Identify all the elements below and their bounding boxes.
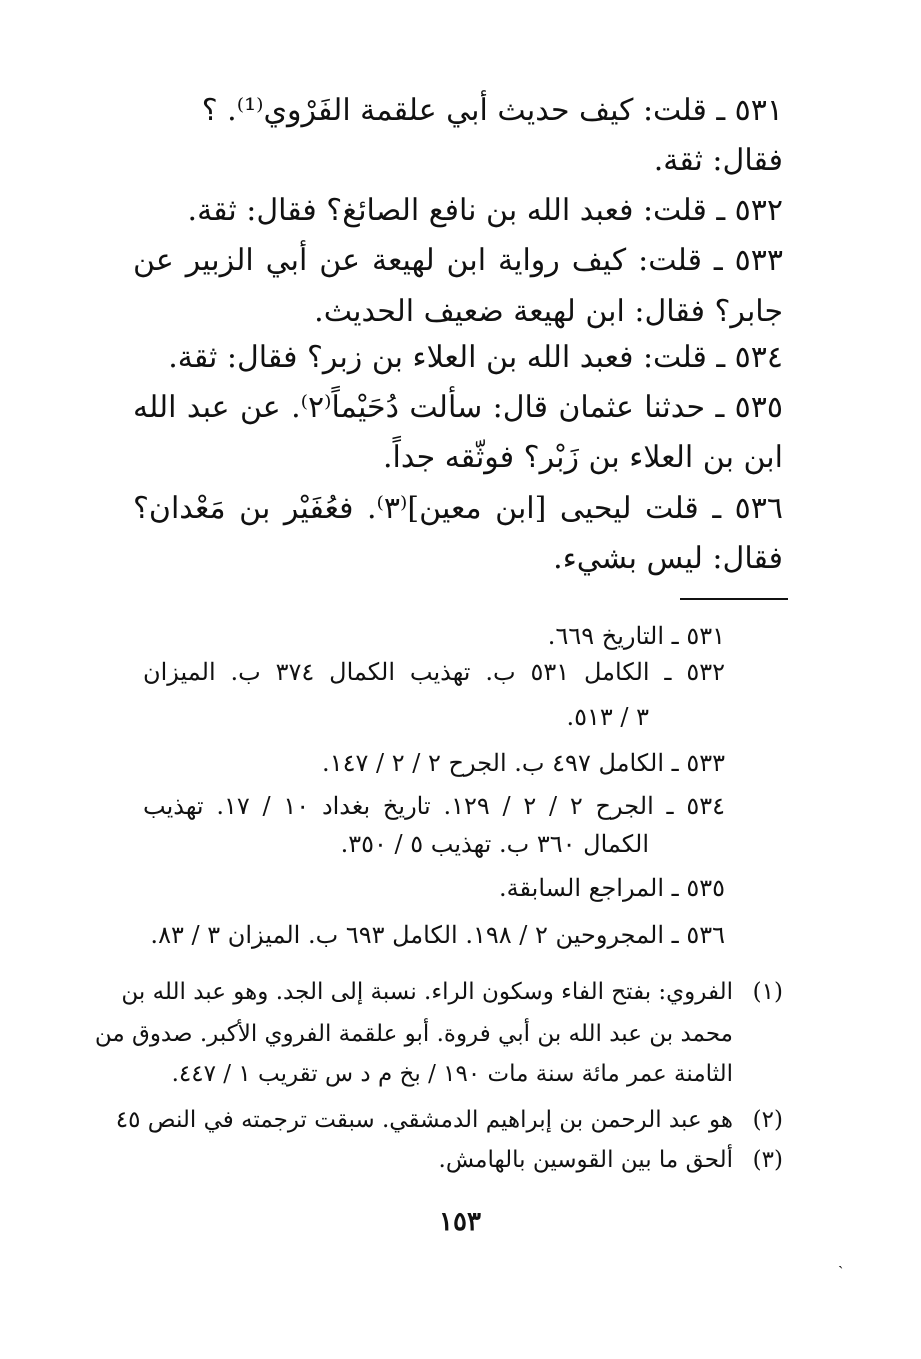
main-line: ٥٣٢ ـ قلت: فعبد الله بن نافع الصائغ؟ فقال: ثقة. [187,193,783,228]
main-line: ٥٣٣ ـ قلت: كيف رواية ابن لهيعة عن أبي الزبير عن [133,243,783,278]
main-line: جابر؟ فقال: ابن لهيعة ضعيف الحديث. [314,294,783,329]
footnote-text: الثامنة عمر مائة سنة مات ١٩٠ / بخ م د س تقريب ١ / ٤٤٧. [171,1061,733,1087]
main-line: ٥٣١ ـ قلت: كيف حديث أبي علقمة الفَرْوي⁽¹⁾. ؟ [201,93,783,128]
reference-line: ٥٣٤ ـ الجرح ٢ / ٢ / ١٢٩. تاريخ بغداد ١٠ / ١٧. تهذيب [143,792,725,820]
reference-line: ٥٣٣ ـ الكامل ٤٩٧ ب. الجرح ٢ / ٢ / ١٤٧. [322,749,725,777]
footnote-number: (٣) [752,1147,783,1173]
main-line: فقال: ليس بشيء. [553,541,783,576]
reference-line: ٥٣٥ ـ المراجع السابقة. [499,874,725,902]
footnote-number: (١) [752,979,783,1005]
reference-line: الكمال ٣٦٠ ب. تهذيب ٥ / ٣٥٠. [340,830,649,858]
reference-line: ٥٣٦ ـ المجروحين ٢ / ١٩٨. الكامل ٦٩٣ ب. الميزان ٣ / ٨٣. [150,921,725,949]
footnote-separator [680,598,788,600]
footnote-text: هو عبد الرحمن بن إبراهيم الدمشقي. سبقت ترجمته في النص ٤٥ [115,1107,733,1133]
reference-line: ٥٣١ ـ التاريخ ٦٦٩. [547,622,725,650]
footnote-text: الفروي: بفتح الفاء وسكون الراء. نسبة إلى الجد. وهو عبد الله بن [121,979,733,1005]
main-line: فقال: ثقة. [653,143,783,178]
main-line: ابن بن العلاء بن زَبْر؟ فوثّقه جداً. [383,440,783,475]
speck-mark: ˏ [838,1250,844,1269]
main-line: ٥٣٥ ـ حدثنا عثمان قال: سألت دُحَيْماً⁽٢⁾. عن عبد الله [133,390,783,425]
reference-line: ٥٣٢ ـ الكامل ٥٣١ ب. تهذيب الكمال ٣٧٤ ب. الميزان [143,658,726,686]
footnote-number: (٢) [752,1107,783,1133]
footnote-text: محمد بن عبد الله بن أبي فروة. أبو علقمة الفروي الأكبر. صدوق من [94,1021,733,1047]
main-line: ٥٣٦ ـ قلت ليحيى [ابن معين]⁽٣⁾. فعُفَيْر بن مَعْدان؟ [133,491,784,526]
footnote-text: ألحق ما بين القوسين بالهامش. [438,1147,733,1173]
reference-line: ٣ / ٥١٣. [566,703,649,731]
main-line: ٥٣٤ ـ قلت: فعبد الله بن العلاء بن زبر؟ فقال: ثقة. [168,340,783,375]
page-number: ١٥٣ [439,1207,481,1237]
